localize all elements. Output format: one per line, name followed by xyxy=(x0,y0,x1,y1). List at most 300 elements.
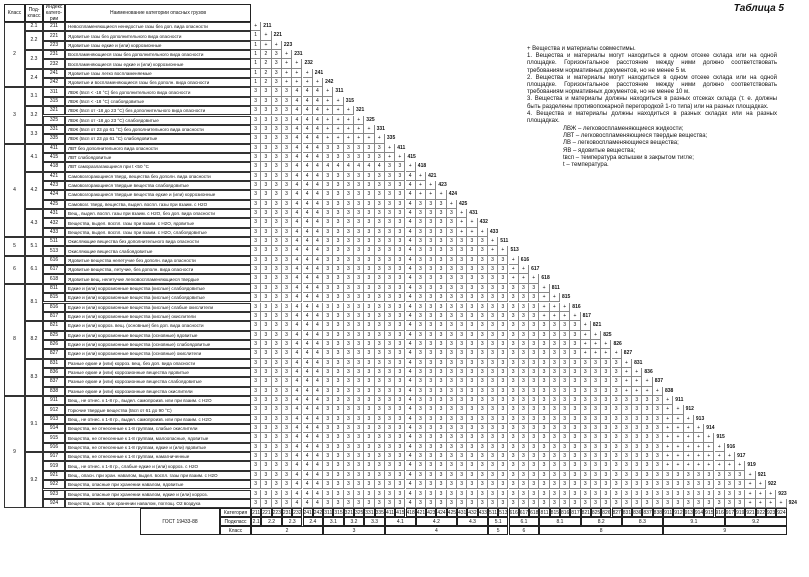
matrix-cell: 3 xyxy=(364,443,374,452)
matrix-cell: 3 xyxy=(436,246,446,255)
category-name-cell: ЛВЖ (tвсп < -18 °С) без дополнительного вида опасности xyxy=(65,87,251,96)
matrix-cell: 3 xyxy=(333,284,343,293)
matrix-cell: 3 xyxy=(282,396,292,405)
matrix-cell: 3 xyxy=(395,293,405,302)
matrix-cell: 3 xyxy=(529,443,539,452)
matrix-cell: 3 xyxy=(261,461,271,470)
matrix-cell: 4 xyxy=(303,153,313,162)
matrix-cell: 3 xyxy=(488,377,498,386)
subclass-cell: 8.2 xyxy=(25,321,43,358)
matrix-cell: 3 xyxy=(519,387,529,396)
matrix-cell: 3 xyxy=(426,321,436,330)
matrix-cell: 3 xyxy=(560,424,570,433)
matrix-cell: 4 xyxy=(313,303,323,312)
matrix-cell: 3 xyxy=(364,424,374,433)
matrix-cell: 3 xyxy=(539,377,549,386)
class-cell: 9 xyxy=(4,396,25,508)
matrix-cell: 3 xyxy=(354,349,364,358)
matrix-cell: 4 xyxy=(313,321,323,330)
category-index-cell: 816 xyxy=(43,303,65,312)
matrix-cell: 3 xyxy=(457,499,467,508)
matrix-cell: 3 xyxy=(436,312,446,321)
matrix-cell: 3 xyxy=(282,125,292,134)
matrix-cell: 3 xyxy=(364,293,374,302)
matrix-cell: 3 xyxy=(488,405,498,414)
matrix-cell: + xyxy=(745,499,755,508)
matrix-cell: 3 xyxy=(272,190,282,199)
bottom-category-cell: 232 xyxy=(293,509,302,516)
matrix-cell: 3 xyxy=(642,424,652,433)
matrix-cell: 3 xyxy=(426,293,436,302)
matrix-cell: 4 xyxy=(406,312,416,321)
matrix-cell: 3 xyxy=(426,209,436,218)
matrix-cell: 3 xyxy=(333,181,343,190)
matrix-cell: 3 xyxy=(436,284,446,293)
matrix-cell: 4 xyxy=(292,97,302,106)
matrix-cell: 3 xyxy=(416,387,426,396)
matrix-cell: 3 xyxy=(375,331,385,340)
matrix-cell: + xyxy=(745,471,755,480)
matrix-cell: 3 xyxy=(694,499,704,508)
matrix-cell: 3 xyxy=(498,415,508,424)
matrix-cell: 3 xyxy=(344,331,354,340)
bottom-category-cell: 616 xyxy=(509,509,518,516)
matrix-cell: 3 xyxy=(344,387,354,396)
matrix-cell: + xyxy=(715,443,725,452)
category-index-cell: 836 xyxy=(43,368,65,377)
matrix-cell: 3 xyxy=(251,368,261,377)
matrix-cell: 3 xyxy=(478,359,488,368)
diagonal-code: 617 xyxy=(531,266,540,273)
gost-label: ГОСТ 19433-88 xyxy=(140,508,220,535)
matrix-cell: 3 xyxy=(488,312,498,321)
matrix-cell: 3 xyxy=(375,312,385,321)
matrix-cell: 3 xyxy=(375,237,385,246)
diagonal-code: 221 xyxy=(273,32,282,39)
matrix-cell: 3 xyxy=(591,443,601,452)
matrix-cell: 3 xyxy=(261,387,271,396)
matrix-cell: 3 xyxy=(581,433,591,442)
matrix-cell: + xyxy=(282,59,292,68)
matrix-cell: 4 xyxy=(303,134,313,143)
matrix-cell: 3 xyxy=(282,349,292,358)
matrix-cell: 3 xyxy=(529,331,539,340)
matrix-cell: 3 xyxy=(261,106,271,115)
matrix-cell: 3 xyxy=(354,190,364,199)
matrix-cell: 3 xyxy=(529,359,539,368)
matrix-cell: 3 xyxy=(282,181,292,190)
matrix-cell: 3 xyxy=(272,125,282,134)
matrix-cell: 3 xyxy=(436,293,446,302)
matrix-cell: 3 xyxy=(735,471,745,480)
matrix-cell: 3 xyxy=(457,359,467,368)
matrix-cell: 3 xyxy=(375,209,385,218)
matrix-cell: 3 xyxy=(591,461,601,470)
matrix-cell: + xyxy=(457,218,467,227)
matrix-cell: 3 xyxy=(375,368,385,377)
matrix-cell: 3 xyxy=(426,387,436,396)
bottom-category-cell: 425 xyxy=(447,509,457,516)
matrix-cell: 4 xyxy=(303,396,313,405)
matrix-cell: 3 xyxy=(323,172,333,181)
matrix-cell: 3 xyxy=(622,405,632,414)
diagonal-code: 335 xyxy=(386,135,396,142)
matrix-cell: 3 xyxy=(612,424,622,433)
matrix-cell: 3 xyxy=(426,480,436,489)
category-index-cell: 415 xyxy=(43,153,65,162)
matrix-cell: 3 xyxy=(261,256,271,265)
matrix-cell: 3 xyxy=(323,433,333,442)
bottom-subclass-cell: 9.1 xyxy=(663,517,725,526)
matrix-cell: 3 xyxy=(385,490,395,499)
matrix-cell: 3 xyxy=(457,274,467,283)
matrix-cell: 4 xyxy=(292,303,302,312)
matrix-cell: 4 xyxy=(303,471,313,480)
matrix-cell: 3 xyxy=(539,490,549,499)
matrix-cell: 4 xyxy=(292,218,302,227)
matrix-cell: 3 xyxy=(426,312,436,321)
matrix-cell: + xyxy=(385,153,395,162)
matrix-cell: 3 xyxy=(498,359,508,368)
matrix-cell: 3 xyxy=(251,172,261,181)
matrix-cell: 4 xyxy=(313,340,323,349)
matrix-cell: 3 xyxy=(261,284,271,293)
diagonal-code: 325 xyxy=(366,116,375,123)
matrix-cell: 3 xyxy=(251,452,261,461)
matrix-cell: 3 xyxy=(447,377,457,386)
matrix-cell: + xyxy=(550,303,560,312)
matrix-cell: 3 xyxy=(478,368,488,377)
matrix-cell: 3 xyxy=(344,293,354,302)
matrix-cell: 3 xyxy=(395,200,405,209)
matrix-cell: + xyxy=(550,293,560,302)
matrix-cell: 3 xyxy=(591,405,601,414)
legend-t: t – температура. xyxy=(563,162,609,169)
diagonal-code: 321 xyxy=(356,107,365,114)
matrix-cell: 3 xyxy=(519,461,529,470)
matrix-cell: 3 xyxy=(261,349,271,358)
matrix-cell: 3 xyxy=(416,368,426,377)
matrix-cell: + xyxy=(457,228,467,237)
matrix-cell: 3 xyxy=(560,415,570,424)
matrix-cell: 3 xyxy=(529,293,539,302)
matrix-cell: 3 xyxy=(282,443,292,452)
matrix-cell: 3 xyxy=(426,396,436,405)
matrix-cell: 3 xyxy=(467,331,477,340)
bottom-category-cell: 241 xyxy=(303,509,312,516)
matrix-cell: 3 xyxy=(488,265,498,274)
matrix-cell: 3 xyxy=(251,162,261,171)
matrix-cell: 3 xyxy=(509,293,519,302)
matrix-cell: 3 xyxy=(261,228,271,237)
matrix-cell: 3 xyxy=(436,499,446,508)
matrix-cell: + xyxy=(509,256,519,265)
matrix-cell: 3 xyxy=(395,237,405,246)
matrix-cell: 3 xyxy=(529,377,539,386)
matrix-cell: 3 xyxy=(272,415,282,424)
matrix-cell: 3 xyxy=(426,218,436,227)
matrix-cell: + xyxy=(694,443,704,452)
matrix-cell: 2 xyxy=(261,69,271,78)
matrix-cell: 3 xyxy=(333,172,343,181)
matrix-cell: 3 xyxy=(272,153,282,162)
matrix-cell: 3 xyxy=(261,490,271,499)
matrix-cell: 3 xyxy=(282,153,292,162)
matrix-cell: 3 xyxy=(447,405,457,414)
matrix-cell: 3 xyxy=(323,237,333,246)
category-index-cell: 418 xyxy=(43,162,65,171)
matrix-cell: 3 xyxy=(395,471,405,480)
diagonal-code: 922 xyxy=(768,481,777,488)
matrix-cell: + xyxy=(622,359,632,368)
matrix-cell: + xyxy=(673,424,683,433)
bottom-subclass-cell: 3.3 xyxy=(364,517,385,526)
matrix-cell: 3 xyxy=(333,368,343,377)
matrix-cell: 4 xyxy=(406,303,416,312)
matrix-cell: 3 xyxy=(323,424,333,433)
matrix-cell: + xyxy=(653,387,663,396)
subclass-cell: 5.1 xyxy=(25,237,43,256)
matrix-cell: 3 xyxy=(591,424,601,433)
matrix-cell: 3 xyxy=(323,181,333,190)
matrix-cell: 3 xyxy=(364,433,374,442)
category-index-cell: 411 xyxy=(43,144,65,153)
matrix-cell: 3 xyxy=(550,490,560,499)
matrix-cell: 3 xyxy=(282,256,292,265)
matrix-cell: 3 xyxy=(251,228,261,237)
matrix-cell: + xyxy=(333,134,343,143)
matrix-cell: 3 xyxy=(632,433,642,442)
matrix-cell: 4 xyxy=(406,331,416,340)
matrix-cell: 3 xyxy=(323,228,333,237)
matrix-cell: 3 xyxy=(426,256,436,265)
matrix-cell: 3 xyxy=(529,387,539,396)
matrix-cell: 3 xyxy=(488,490,498,499)
matrix-cell: 3 xyxy=(282,218,292,227)
matrix-cell: 3 xyxy=(488,480,498,489)
matrix-cell: + xyxy=(632,377,642,386)
matrix-cell: 3 xyxy=(354,237,364,246)
matrix-cell: 3 xyxy=(323,490,333,499)
matrix-cell: 3 xyxy=(282,200,292,209)
note-2: 2. Вещества и материалы могут находиться в одном отсеке склада или на одной площадке. Горизонтальное расстояние между ними должно соответствовать требованиям нормативных документов, но не менее 10 м. xyxy=(527,74,777,96)
subclass-cell: 2.3 xyxy=(25,50,43,69)
matrix-cell: 3 xyxy=(272,246,282,255)
category-index-cell: 921 xyxy=(43,471,65,480)
bottom-category-cell: 311 xyxy=(324,509,333,516)
category-index-cell: 838 xyxy=(43,387,65,396)
matrix-cell: 4 xyxy=(292,125,302,134)
matrix-cell: 4 xyxy=(313,265,323,274)
matrix-cell: 3 xyxy=(375,153,385,162)
matrix-cell: 3 xyxy=(261,274,271,283)
diagonal-code: 836 xyxy=(644,368,653,375)
matrix-cell: 3 xyxy=(261,237,271,246)
matrix-cell: 3 xyxy=(251,134,261,143)
matrix-cell: + xyxy=(684,424,694,433)
matrix-cell: 3 xyxy=(529,340,539,349)
matrix-cell: 3 xyxy=(601,396,611,405)
matrix-cell: 3 xyxy=(550,405,560,414)
diagonal-code: 924 xyxy=(788,499,797,506)
matrix-cell: + xyxy=(725,461,735,470)
matrix-cell: 3 xyxy=(653,499,663,508)
matrix-cell: 3 xyxy=(375,218,385,227)
category-name-cell: Горючие твердые вещества (tвсп от 61 до 90 °С) xyxy=(65,405,251,414)
matrix-cell: 3 xyxy=(467,265,477,274)
category-name-cell: Едкие и (или) коррозионные вещества (кислые) слабые окислители xyxy=(65,303,251,312)
matrix-cell: 3 xyxy=(426,499,436,508)
matrix-cell: 4 xyxy=(303,368,313,377)
matrix-cell: 3 xyxy=(457,452,467,461)
subclass-cell: 2.2 xyxy=(25,31,43,50)
matrix-cell: 3 xyxy=(519,499,529,508)
matrix-cell: 3 xyxy=(385,433,395,442)
matrix-cell: 3 xyxy=(364,321,374,330)
matrix-cell: 3 xyxy=(364,246,374,255)
matrix-cell: + xyxy=(663,424,673,433)
matrix-cell: 3 xyxy=(395,284,405,293)
bottom-category-cell: 916 xyxy=(715,509,724,516)
matrix-cell: 3 xyxy=(529,499,539,508)
matrix-cell: 3 xyxy=(385,331,395,340)
diagonal-code: 825 xyxy=(603,331,612,338)
matrix-cell: 3 xyxy=(333,443,343,452)
matrix-cell: + xyxy=(344,134,354,143)
matrix-cell: 3 xyxy=(447,359,457,368)
matrix-cell: 3 xyxy=(570,340,580,349)
matrix-cell: 3 xyxy=(663,471,673,480)
matrix-cell: 3 xyxy=(416,218,426,227)
matrix-cell: 3 xyxy=(591,471,601,480)
matrix-cell: 3 xyxy=(529,284,539,293)
matrix-cell: 3 xyxy=(622,424,632,433)
category-index-cell: 335 xyxy=(43,134,65,143)
matrix-cell: + xyxy=(323,134,333,143)
matrix-cell: 3 xyxy=(529,452,539,461)
matrix-cell: 4 xyxy=(292,293,302,302)
matrix-cell: 3 xyxy=(282,116,292,125)
matrix-cell: 3 xyxy=(570,359,580,368)
matrix-cell: 3 xyxy=(632,452,642,461)
matrix-cell: 3 xyxy=(323,396,333,405)
matrix-cell: 3 xyxy=(416,461,426,470)
matrix-cell: 4 xyxy=(313,153,323,162)
matrix-cell: 3 xyxy=(375,228,385,237)
matrix-cell: 3 xyxy=(539,415,549,424)
diagonal-code: 331 xyxy=(376,125,385,132)
matrix-cell: 3 xyxy=(261,172,271,181)
matrix-cell: + xyxy=(282,69,292,78)
matrix-cell: 3 xyxy=(354,387,364,396)
matrix-cell: 3 xyxy=(272,499,282,508)
matrix-cell: 3 xyxy=(272,405,282,414)
matrix-cell: 4 xyxy=(303,359,313,368)
matrix-cell: 3 xyxy=(457,237,467,246)
matrix-cell: 3 xyxy=(467,349,477,358)
matrix-cell: 3 xyxy=(344,433,354,442)
matrix-cell: 3 xyxy=(251,340,261,349)
matrix-cell: 3 xyxy=(642,471,652,480)
matrix-cell: 3 xyxy=(395,396,405,405)
matrix-cell: + xyxy=(529,274,539,283)
matrix-cell: + xyxy=(251,22,261,31)
matrix-cell: 3 xyxy=(395,228,405,237)
bottom-subclass-cell: 4.3 xyxy=(457,517,488,526)
bottom-category-cell: 817 xyxy=(571,509,580,516)
matrix-cell: 3 xyxy=(622,396,632,405)
matrix-cell: 4 xyxy=(292,87,302,96)
matrix-cell: 3 xyxy=(354,499,364,508)
matrix-cell: 3 xyxy=(673,499,683,508)
subclass-cell: 3.2 xyxy=(25,106,43,125)
bottom-category-cell: 325 xyxy=(354,509,364,516)
category-name-cell: Окисляющие вещества слабоядовитые xyxy=(65,246,251,255)
matrix-cell: 3 xyxy=(354,377,364,386)
matrix-cell: 3 xyxy=(395,331,405,340)
matrix-cell: 4 xyxy=(313,190,323,199)
matrix-cell: 3 xyxy=(612,387,622,396)
matrix-cell: 3 xyxy=(354,443,364,452)
matrix-cell: 3 xyxy=(509,415,519,424)
matrix-cell: 4 xyxy=(313,125,323,134)
matrix-cell: 3 xyxy=(364,209,374,218)
matrix-cell: 3 xyxy=(426,359,436,368)
matrix-cell: 3 xyxy=(550,499,560,508)
matrix-cell: 3 xyxy=(539,424,549,433)
matrix-cell: 3 xyxy=(436,377,446,386)
category-name-cell: Самовозгорающиеся тверд. вещества без дополн. вида опасности xyxy=(65,172,251,181)
matrix-cell: 3 xyxy=(323,256,333,265)
matrix-cell: 3 xyxy=(416,340,426,349)
category-name-cell: Самовозгорающиеся твердые вещества слабоядовитые xyxy=(65,181,251,190)
bottom-category-cell: 424 xyxy=(437,509,446,516)
matrix-cell: 3 xyxy=(364,190,374,199)
matrix-cell: 3 xyxy=(550,461,560,470)
diagonal-code: 315 xyxy=(345,97,355,104)
matrix-cell: 3 xyxy=(344,274,354,283)
bottom-category-cell: 815 xyxy=(550,509,560,516)
matrix-cell: 3 xyxy=(251,387,261,396)
note-1: 1. Вещества и материалы могут находиться в одном отсеке склада или на одной площадке. Горизонтальное расстояние между ними должно соответствовать требованиям нормативных документов, но не менее 5 м. xyxy=(527,53,777,74)
matrix-cell: 3 xyxy=(354,368,364,377)
diagonal-code: 826 xyxy=(613,340,622,347)
matrix-cell: + xyxy=(550,312,560,321)
matrix-cell: 3 xyxy=(591,490,601,499)
matrix-cell: 3 xyxy=(333,218,343,227)
diagonal-code: 831 xyxy=(634,359,643,366)
matrix-cell: 3 xyxy=(467,368,477,377)
matrix-cell: 3 xyxy=(333,359,343,368)
matrix-cell: 3 xyxy=(581,452,591,461)
category-index-cell: 331 xyxy=(43,125,65,134)
matrix-cell: 4 xyxy=(303,87,313,96)
category-index-cell: 513 xyxy=(43,246,65,255)
matrix-cell: 3 xyxy=(251,246,261,255)
bottom-category-cell: 831 xyxy=(622,509,632,516)
matrix-cell: 3 xyxy=(416,490,426,499)
header-category-name: Наименование категории опасных грузов xyxy=(65,4,251,22)
matrix-cell: 1 xyxy=(251,31,261,40)
matrix-cell: 3 xyxy=(385,349,395,358)
matrix-cell: + xyxy=(519,274,529,283)
matrix-cell: 3 xyxy=(642,499,652,508)
matrix-cell: 4 xyxy=(406,499,416,508)
diagonal-code: 425 xyxy=(459,200,468,207)
matrix-cell: 3 xyxy=(447,312,457,321)
matrix-cell: 3 xyxy=(282,377,292,386)
matrix-cell: 3 xyxy=(395,499,405,508)
